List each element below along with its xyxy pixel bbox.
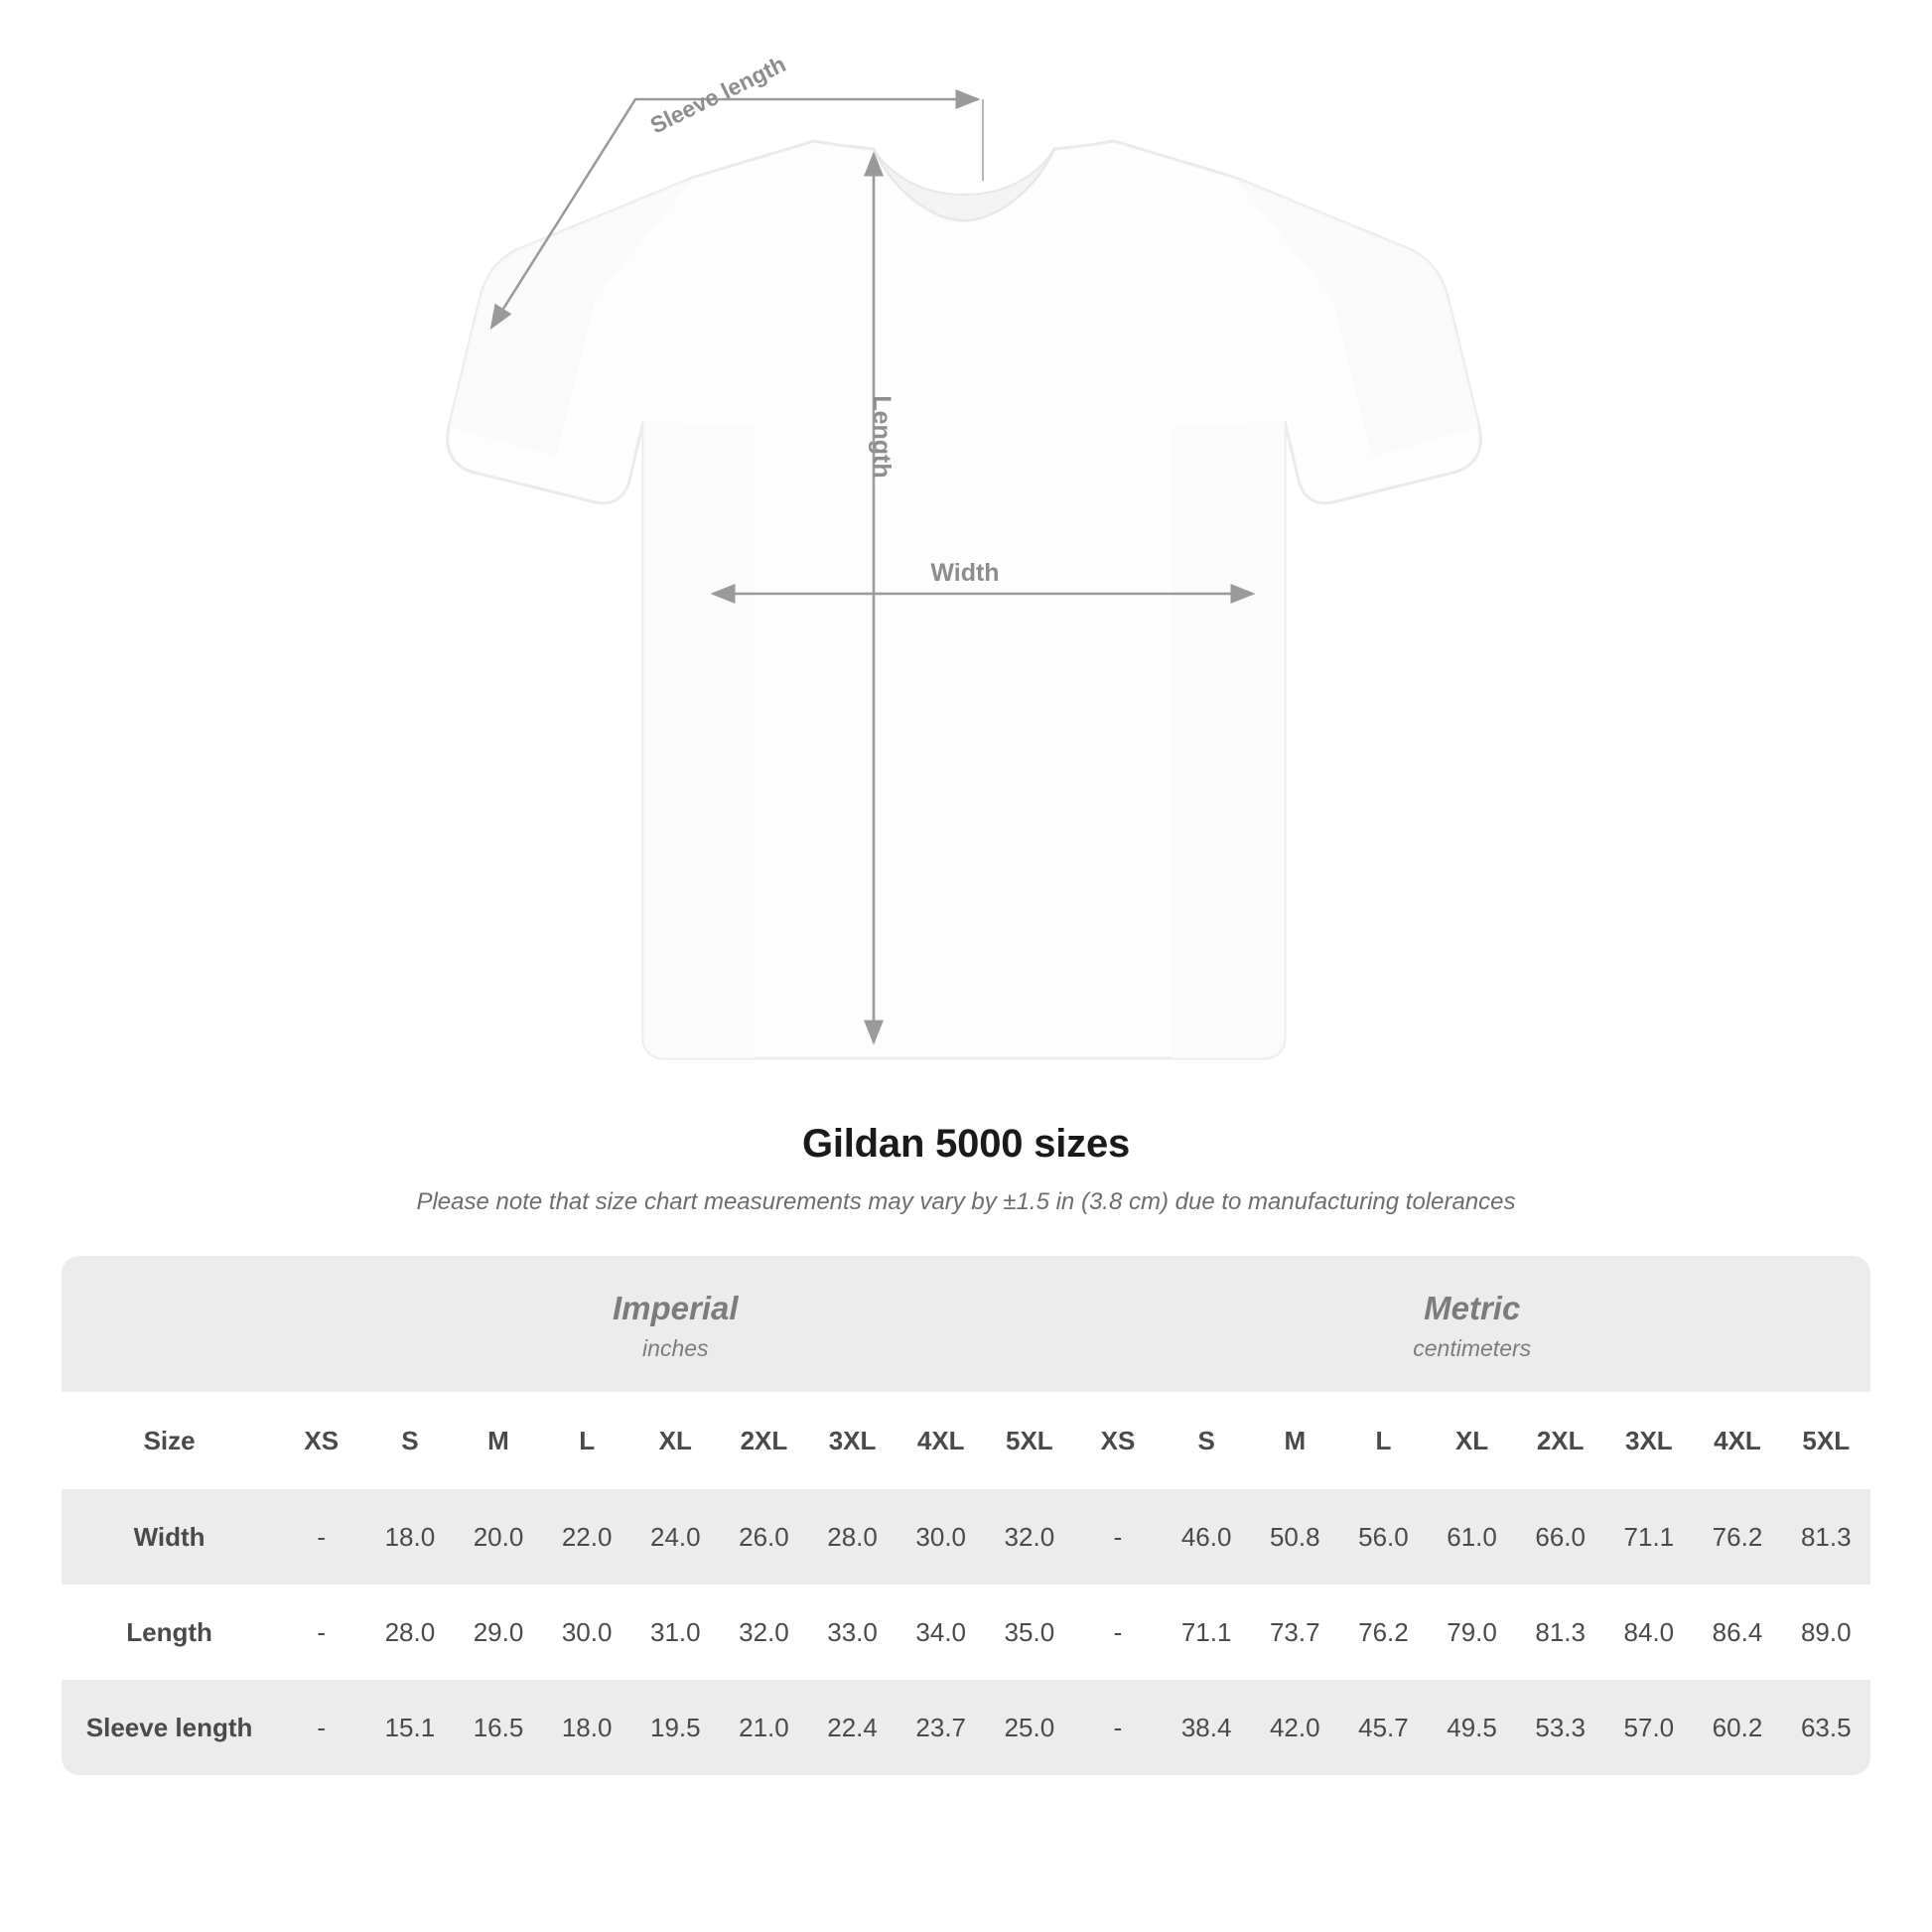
cell-length-metric-m: 73.7: [1251, 1585, 1339, 1680]
cell-length-metric-s: 71.1: [1163, 1585, 1251, 1680]
size-header-imperial-3xl: 3XL: [808, 1392, 897, 1489]
cell-width-metric-xl: 61.0: [1428, 1489, 1516, 1585]
cell-sleeve-imperial-l: 18.0: [543, 1680, 631, 1775]
size-header-metric-xs: XS: [1073, 1392, 1162, 1489]
cell-length-imperial-l: 30.0: [543, 1585, 631, 1680]
size-header-metric-2xl: 2XL: [1516, 1392, 1604, 1489]
page-title: Gildan 5000 sizes: [801, 1122, 1131, 1166]
cell-width-metric-m: 50.8: [1251, 1489, 1339, 1585]
cell-length-imperial-5xl: 35.0: [985, 1585, 1073, 1680]
size-header-imperial-xs: XS: [277, 1392, 365, 1489]
size-header-imperial-5xl: 5XL: [985, 1392, 1073, 1489]
cell-width-metric-4xl: 76.2: [1693, 1489, 1781, 1585]
size-header-metric-5xl: 5XL: [1782, 1392, 1870, 1489]
cell-width-imperial-m: 20.0: [454, 1489, 542, 1585]
cell-width-metric-s: 46.0: [1163, 1489, 1251, 1585]
unit-header-spacer: [62, 1256, 277, 1392]
cell-sleeve-metric-2xl: 53.3: [1516, 1680, 1604, 1775]
cell-sleeve-metric-l: 45.7: [1339, 1680, 1428, 1775]
cell-width-imperial-3xl: 28.0: [808, 1489, 897, 1585]
cell-sleeve-metric-5xl: 63.5: [1782, 1680, 1870, 1775]
size-header-metric-3xl: 3XL: [1604, 1392, 1693, 1489]
unit-group-metric: [1073, 1256, 1870, 1392]
unit-header-row: [62, 1256, 1870, 1392]
cell-length-imperial-xs: -: [277, 1585, 365, 1680]
cell-length-metric-4xl: 86.4: [1693, 1585, 1781, 1680]
unit-group-metric-sub: centimeters: [1413, 1335, 1532, 1361]
cell-width-imperial-xl: 24.0: [631, 1489, 720, 1585]
cell-sleeve-imperial-s: 15.1: [365, 1680, 454, 1775]
size-header-imperial-l: L: [543, 1392, 631, 1489]
cell-length-metric-xs: -: [1073, 1585, 1162, 1680]
row-label-length: Length: [62, 1585, 277, 1680]
cell-sleeve-metric-4xl: 60.2: [1693, 1680, 1781, 1775]
cell-width-imperial-l: 22.0: [543, 1489, 631, 1585]
cell-width-metric-5xl: 81.3: [1782, 1489, 1870, 1585]
cell-sleeve-imperial-xl: 19.5: [631, 1680, 720, 1775]
length-label: Length: [868, 395, 896, 479]
cell-sleeve-imperial-xs: -: [277, 1680, 365, 1775]
cell-length-imperial-3xl: 33.0: [808, 1585, 897, 1680]
cell-width-imperial-4xl: 30.0: [897, 1489, 985, 1585]
cell-length-metric-5xl: 89.0: [1782, 1585, 1870, 1680]
size-table: [62, 1256, 1870, 1775]
tolerance-note: Please note that size chart measurements may vary by ±1.5 in (3.8 cm) due to manufacturing tolerances: [416, 1188, 1516, 1215]
unit-group-imperial-name: Imperial: [613, 1290, 739, 1326]
cell-length-imperial-xl: 31.0: [631, 1585, 720, 1680]
cell-sleeve-imperial-3xl: 22.4: [808, 1680, 897, 1775]
cell-length-imperial-4xl: 34.0: [897, 1585, 985, 1680]
cell-length-imperial-m: 29.0: [454, 1585, 542, 1680]
table-row: [62, 1680, 1870, 1775]
cell-sleeve-imperial-5xl: 25.0: [985, 1680, 1073, 1775]
unit-group-imperial: [277, 1256, 1073, 1392]
cell-sleeve-imperial-m: 16.5: [454, 1680, 542, 1775]
size-header-metric-s: S: [1163, 1392, 1251, 1489]
unit-group-metric-name: Metric: [1424, 1290, 1521, 1326]
cell-width-metric-2xl: 66.0: [1516, 1489, 1604, 1585]
size-header-metric-xl: XL: [1428, 1392, 1516, 1489]
size-header-imperial-xl: XL: [631, 1392, 720, 1489]
cell-length-metric-xl: 79.0: [1428, 1585, 1516, 1680]
size-table-wrapper: [62, 1256, 1870, 1775]
cell-sleeve-metric-m: 42.0: [1251, 1680, 1339, 1775]
row-label-width: Width: [62, 1489, 277, 1585]
size-header-metric-m: M: [1251, 1392, 1339, 1489]
cell-sleeve-metric-3xl: 57.0: [1604, 1680, 1693, 1775]
cell-width-imperial-2xl: 26.0: [720, 1489, 808, 1585]
cell-length-metric-2xl: 81.3: [1516, 1585, 1604, 1680]
cell-width-metric-3xl: 71.1: [1604, 1489, 1693, 1585]
title-block: [0, 1122, 1932, 1216]
size-header-metric-4xl: 4XL: [1693, 1392, 1781, 1489]
cell-length-metric-3xl: 84.0: [1604, 1585, 1693, 1680]
size-header-metric-l: L: [1339, 1392, 1428, 1489]
size-header-imperial-m: M: [454, 1392, 542, 1489]
shirt-shape: [448, 141, 1481, 1058]
cell-width-metric-l: 56.0: [1339, 1489, 1428, 1585]
cell-length-metric-l: 76.2: [1339, 1585, 1428, 1680]
cell-length-imperial-2xl: 32.0: [720, 1585, 808, 1680]
cell-width-imperial-xs: -: [277, 1489, 365, 1585]
size-header-imperial-4xl: 4XL: [897, 1392, 985, 1489]
cell-width-imperial-5xl: 32.0: [985, 1489, 1073, 1585]
cell-sleeve-metric-xl: 49.5: [1428, 1680, 1516, 1775]
width-label: Width: [930, 559, 1000, 587]
table-row: [62, 1585, 1870, 1680]
cell-width-imperial-s: 18.0: [365, 1489, 454, 1585]
sleeve-length-label: Sleeve length: [645, 51, 790, 139]
size-header-label: Size: [62, 1392, 277, 1489]
size-header-row: [62, 1392, 1870, 1489]
unit-group-imperial-sub: inches: [642, 1335, 709, 1361]
row-label-sleeve-length: Sleeve length: [62, 1680, 277, 1775]
cell-length-imperial-s: 28.0: [365, 1585, 454, 1680]
cell-sleeve-metric-s: 38.4: [1163, 1680, 1251, 1775]
size-header-imperial-s: S: [365, 1392, 454, 1489]
cell-sleeve-imperial-2xl: 21.0: [720, 1680, 808, 1775]
cell-width-metric-xs: -: [1073, 1489, 1162, 1585]
cell-sleeve-imperial-4xl: 23.7: [897, 1680, 985, 1775]
table-row: [62, 1489, 1870, 1585]
cell-sleeve-metric-xs: -: [1073, 1680, 1162, 1775]
size-header-imperial-2xl: 2XL: [720, 1392, 808, 1489]
